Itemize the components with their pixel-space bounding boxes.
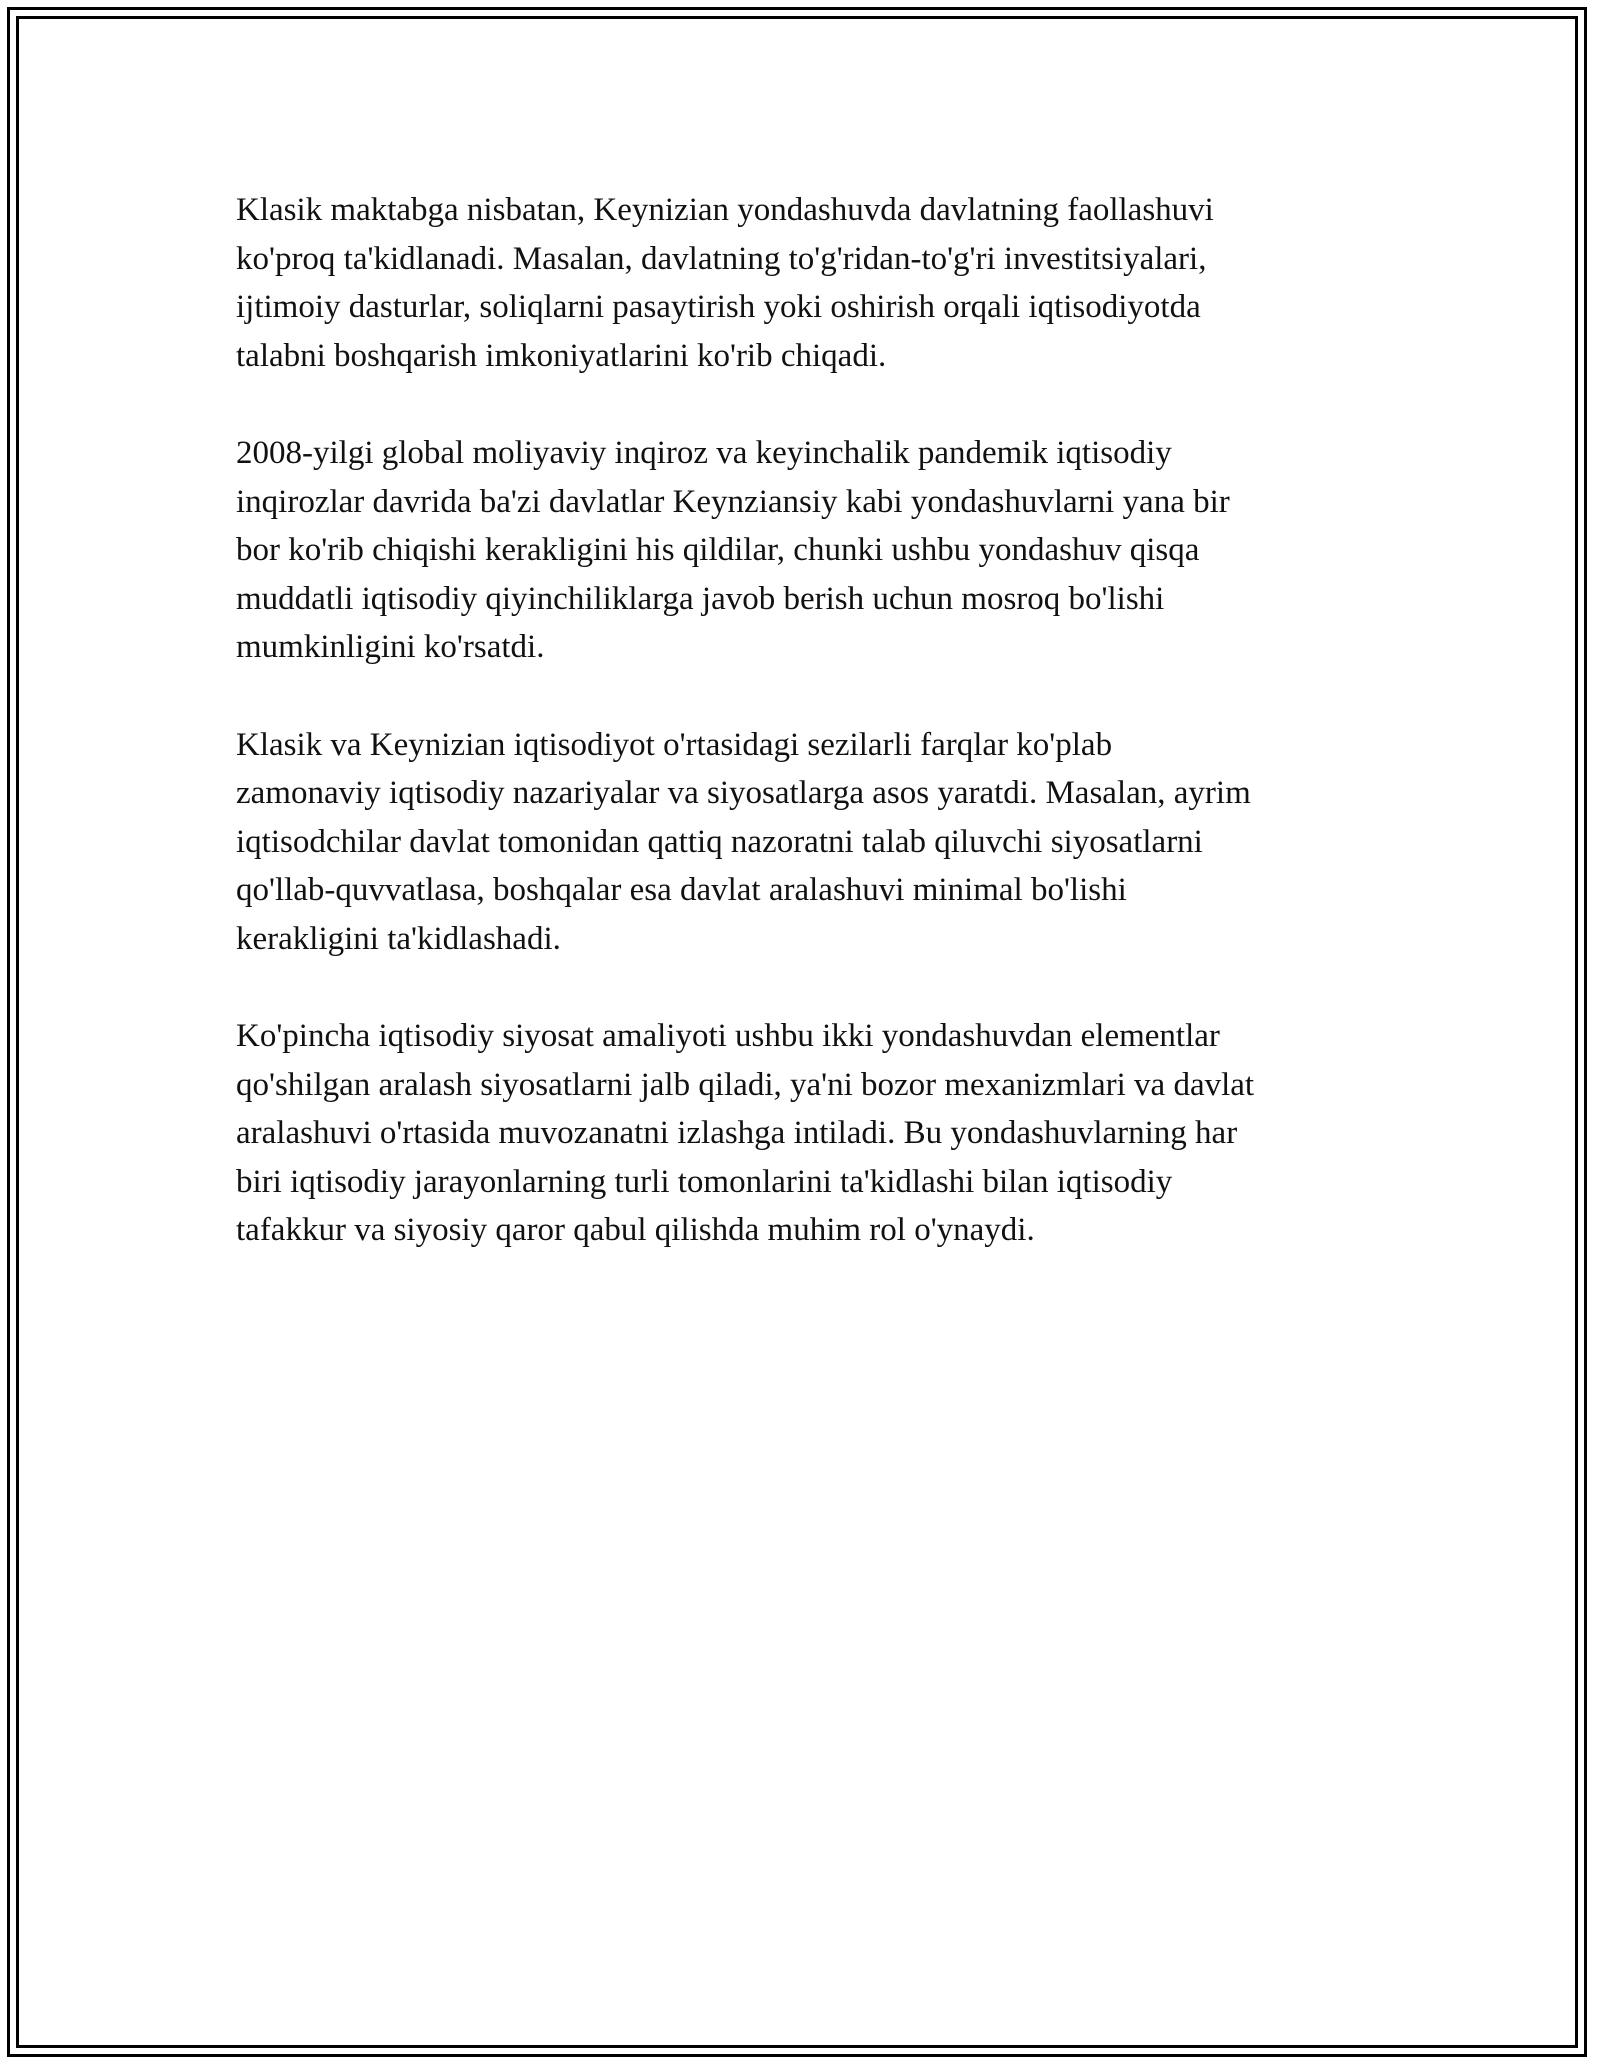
paragraph-line: qo'llab-quvvatlasa, boshqalar esa davlat aralashuvi minimal bo'lishi	[236, 872, 1127, 908]
paragraph-3	[236, 721, 1396, 964]
paragraph-line: ko'proq ta'kidlanadi. Masalan, davlatning to'g'ridan-to'g'ri investitsiyalari,	[236, 240, 1207, 277]
paragraph-line: Klasik maktabga nisbatan, Keynizian yondashuvda davlatning faollashuvi	[236, 192, 1214, 228]
paragraph-line: tafakkur va siyosiy qaror qabul qilishda muhim rol o'ynaydi.	[236, 1212, 1035, 1248]
paragraph-line: bor ko'rib chiqishi kerakligini his qildilar, chunki ushbu yondashuv qisqa	[236, 532, 1200, 568]
paragraph-line: 2008-yilgi global moliyaviy inqiroz va keyinchalik pandemik iqtisodiy	[236, 435, 1172, 471]
paragraph-line: iqtisodchilar davlat tomonidan qattiq nazoratni talab qiluvchi siyosatlarni	[236, 823, 1203, 860]
paragraph-line: kerakligini ta'kidlashadi.	[236, 920, 561, 957]
paragraph-line: talabni boshqarish imkoniyatlarini ko'rib chiqadi.	[236, 337, 887, 374]
paragraph-1	[236, 186, 1396, 380]
paragraph-line: aralashuvi o'rtasida muvozanatni izlashga intiladi. Bu yondashuvlarning har	[236, 1115, 1238, 1151]
document-body	[236, 186, 1396, 1304]
paragraph-line: qo'shilgan aralash siyosatlarni jalb qiladi, ya'ni bozor mexanizmlari va davlat	[236, 1066, 1255, 1103]
paragraph-line: Klasik va Keynizian iqtisodiyot o'rtasidagi sezilarli farqlar ko'plab	[236, 726, 1113, 763]
paragraph-line: muddatli iqtisodiy qiyinchiliklarga javob berish uchun mosroq bo'lishi	[236, 580, 1165, 617]
paragraph-line: Ko'pincha iqtisodiy siyosat amaliyoti ushbu ikki yondashuvdan elementlar	[236, 1018, 1220, 1054]
paragraph-line: biri iqtisodiy jarayonlarning turli tomonlarini ta'kidlashi bilan iqtisodiy	[236, 1163, 1173, 1200]
paragraph-line: ijtimoiy dasturlar, soliqlarni pasaytirish yoki oshirish orqali iqtisodiyotda	[236, 289, 1201, 325]
paragraph-line: inqirozlar davrida ba'zi davlatlar Keynziansiy kabi yondashuvlarni yana bir	[236, 483, 1230, 520]
paragraph-4	[236, 1012, 1396, 1255]
paragraph-2	[236, 429, 1396, 672]
paragraph-line: zamonaviy iqtisodiy nazariyalar va siyosatlarga asos yaratdi. Masalan, ayrim	[236, 775, 1251, 811]
paragraph-line: mumkinligini ko'rsatdi.	[236, 629, 545, 665]
